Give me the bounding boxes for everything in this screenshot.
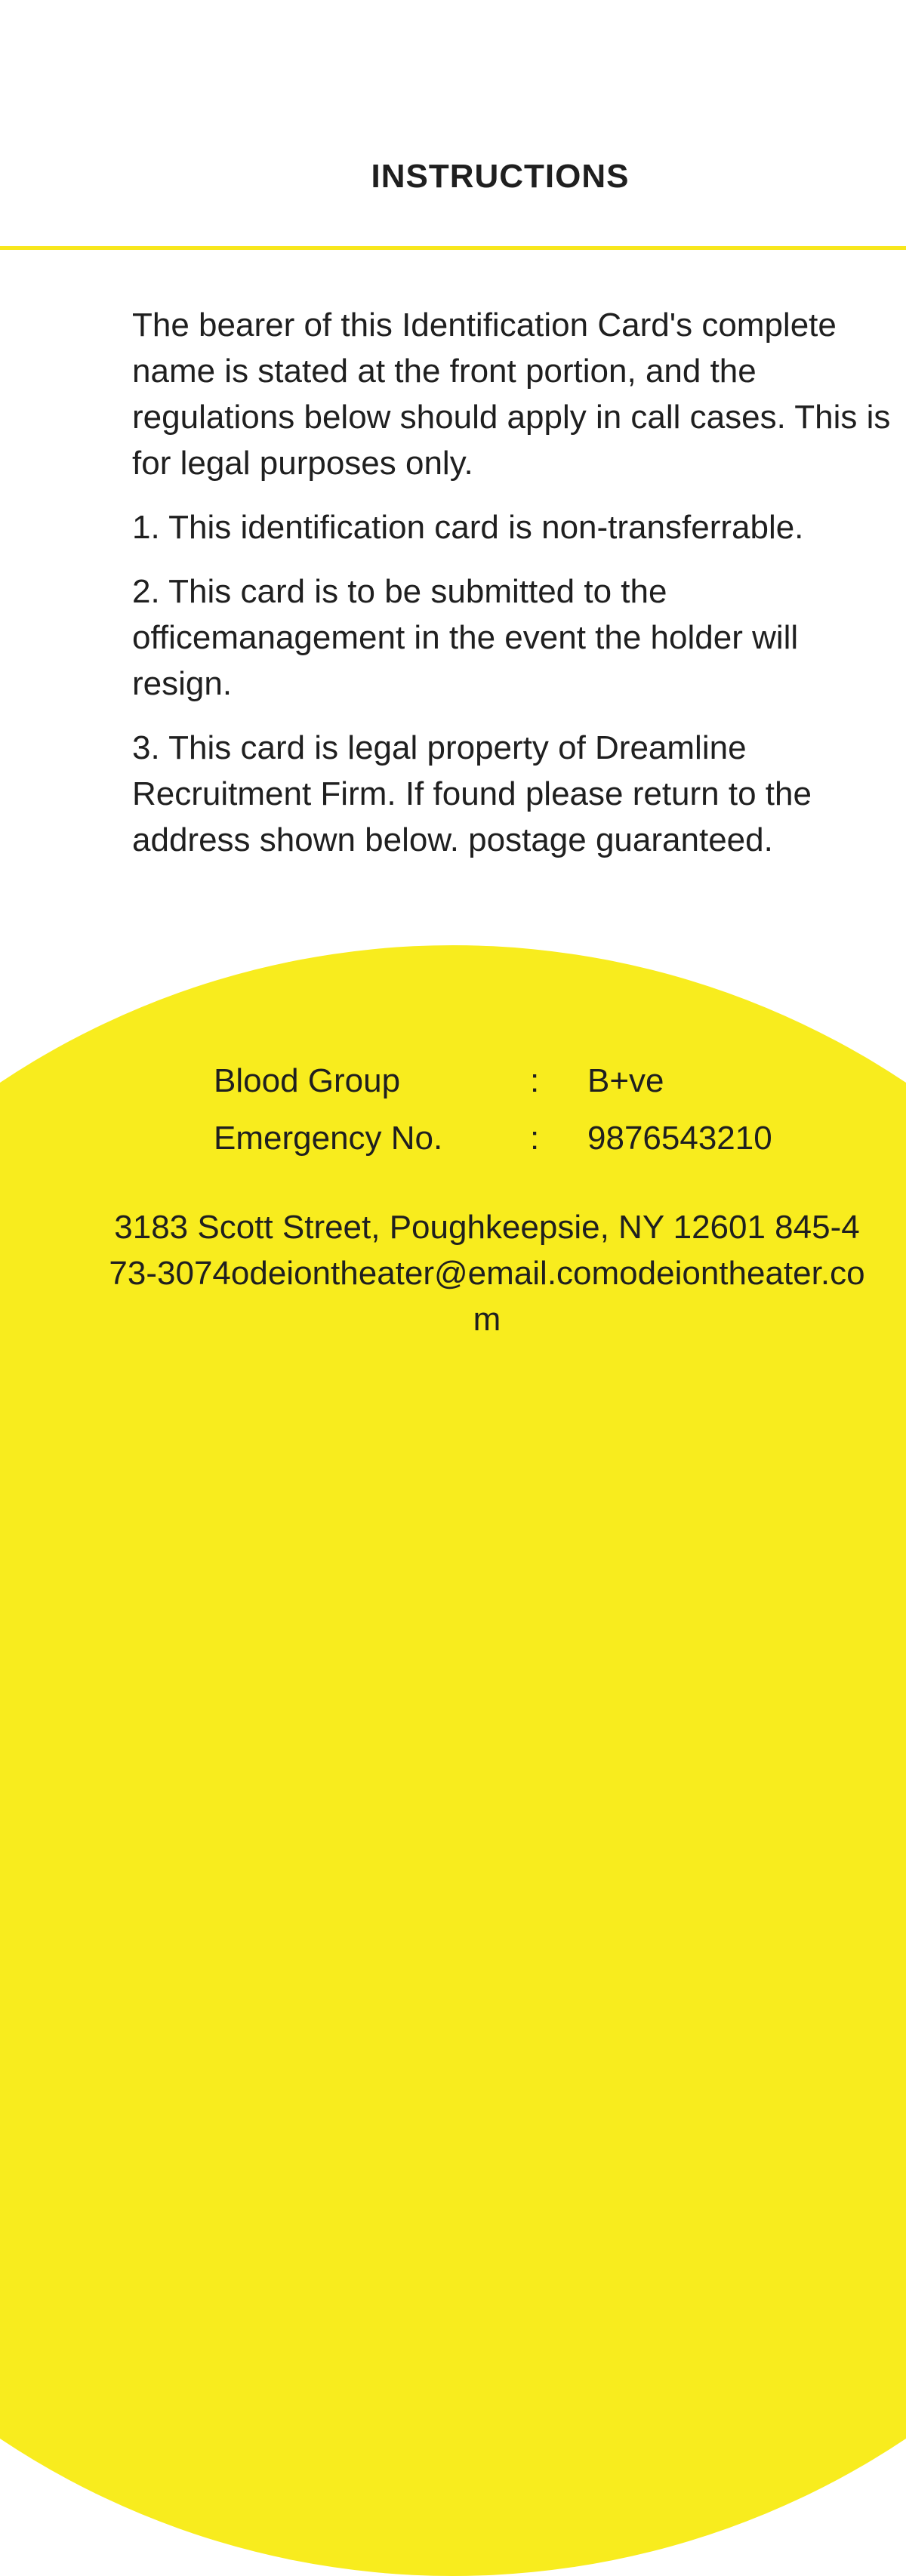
- instructions-title: INSTRUCTIONS: [371, 158, 630, 195]
- instructions-body: [132, 302, 895, 881]
- rule-item-1: 1. This identification card is non-transferrable.: [132, 509, 804, 546]
- yellow-arc-background: [0, 945, 906, 2576]
- title-divider: [0, 246, 906, 250]
- emergency-number-label: Emergency No.: [214, 1120, 443, 1157]
- rule-item-2: 2. This card is to be submitted to the officemanagement in the event the holder will resign.: [132, 573, 799, 702]
- blood-group-value: B+ve: [587, 1062, 664, 1099]
- rule-item-3: 3. This card is legal property of Dreamline Recruitment Firm. If found please return to the address shown below. postage guaranteed.: [132, 729, 812, 858]
- blood-group-separator: :: [530, 1062, 540, 1099]
- return-address: 3183 Scott Street, Poughkeepsie, NY 12601 845-473-3074odeiontheater@email.comodeiontheater.com: [109, 1209, 865, 1338]
- emergency-number-separator: :: [530, 1120, 540, 1157]
- blood-group-label: Blood Group: [214, 1062, 401, 1099]
- intro-paragraph: The bearer of this Identification Card's complete name is stated at the front portion, and the regulations below should apply in call cases. This is for legal purposes only.: [132, 307, 891, 482]
- emergency-number-value: 9876543210: [587, 1120, 772, 1157]
